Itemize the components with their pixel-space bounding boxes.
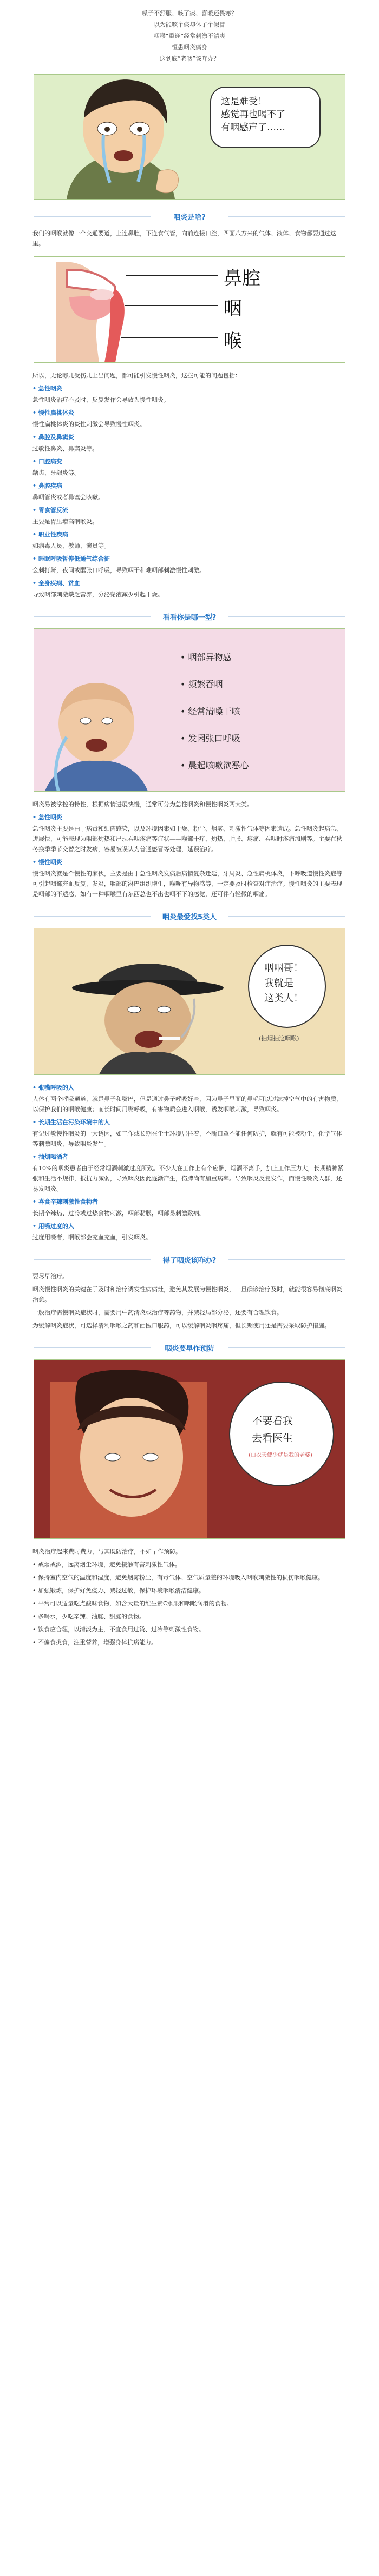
illustration-symptoms <box>34 628 345 792</box>
cause-text: 龋齿、牙龈炎等。 <box>32 469 80 476</box>
prevention-item: • 多喝水，少吃辛辣、油腻、甜腻的食物。 <box>32 1613 145 1620</box>
illustration-note: (抽烟抽这咽喉) <box>259 1035 299 1042</box>
risk-title: • 长期生活在污染环境中的人 <box>32 1119 110 1126</box>
risk-text: 长期辛辣热、过冷或过热食物刺激，咽部黏膜，咽部易刺激致病。 <box>32 1210 205 1217</box>
cause-title: • 全身疾病、贫血 <box>32 580 80 587</box>
anatomy-drawing <box>34 257 345 362</box>
bottom-spacer <box>0 1650 379 1659</box>
speech-line: 我就是 <box>264 978 293 989</box>
risk-title: • 抽烟喝酒者 <box>32 1153 68 1160</box>
prevention-item: • 不偏食挑食，注重营养，增强身体抗病能力。 <box>32 1639 157 1646</box>
risk-groups-text <box>32 1083 347 1243</box>
illustration-crying-man <box>34 74 345 200</box>
symptom-item: • 经常清嗓干咳 <box>180 706 240 716</box>
section-title: 得了咽炎该咋办? <box>34 1254 345 1265</box>
cause-title: • 睡眠呼吸暂停低通气综合征 <box>32 555 110 562</box>
label-larynx: 喉 <box>224 330 242 352</box>
section-title: 咽炎是啥? <box>34 211 345 222</box>
speech-line: 不要看我 <box>252 1415 293 1427</box>
speech-line: 感觉再也喝不了 <box>221 109 285 120</box>
prevention-text <box>32 1546 347 1648</box>
prevention-item: • 戒烟戒酒，远离烟尘环境，避免接触有害刺激性气体。 <box>32 1561 181 1568</box>
speech-line: 有咽感声了…… <box>221 122 285 133</box>
intro-line: 嗓子不舒服、咳了痰、喜暖还畏寒？ <box>142 10 237 17</box>
illustration-smoker <box>34 928 345 1075</box>
cause-text: 鼻咽管炎或者鼻塞会咳嗽。 <box>32 494 104 501</box>
cause-title: • 鼻腔及鼻窦炎 <box>32 434 74 441</box>
risk-title: • 用嗓过度的人 <box>32 1223 74 1230</box>
illustration-note: (白衣天使少就是我的老婆) <box>249 1452 312 1458</box>
section-title: 咽炎要早作预防 <box>34 1343 345 1353</box>
symptom-text: 晨起咳嗽欲恶心 <box>188 760 249 771</box>
intro-line: 咽喉“重逢”经常刺激不清爽 <box>153 32 226 39</box>
cause-title: • 急性咽炎 <box>32 385 62 392</box>
symptom-text: 咽部异物感 <box>188 652 232 662</box>
speech-line: 去看医生 <box>252 1432 293 1444</box>
speech-bubble <box>229 1382 334 1486</box>
cause-text: 急性咽炎治疗不及时、反复发作会导致为慢性咽炎。 <box>32 396 169 403</box>
paragraph: 咽炎易被掌控的特性，根据病情进展快慢，通常可分为急性咽炎和慢性咽炎两大类。 <box>32 801 253 808</box>
prevention-item: • 饮食应合理，以清淡为主，不宜食用过烫、过冷等刺激性食物。 <box>32 1626 205 1633</box>
symptom-item: • 发闲张口呼吸 <box>180 733 240 743</box>
speech-line: 咽咽哥！ <box>264 962 303 974</box>
risk-title: • 张嘴呼吸的人 <box>32 1084 74 1091</box>
cause-title: • 职业性疾病 <box>32 531 68 538</box>
section-paragraph <box>32 228 347 249</box>
cause-title: • 鼻腔疾病 <box>32 482 62 489</box>
paragraph: 为缓解咽炎症状，可选择清利咽喉之药和西医口服药，可以缓解咽炎咽疼痛，但长期使用还是需要采取防护措施。 <box>32 1322 330 1329</box>
label-nasal-cavity: 鼻腔 <box>224 268 260 289</box>
symptom-item: • 晨起咳嗽欲恶心 <box>180 760 249 771</box>
treatment-text <box>32 1271 347 1331</box>
throat-anatomy-diagram <box>34 256 345 363</box>
type-title: • 慢性咽炎 <box>32 859 62 866</box>
symptom-text: 频繁吞咽 <box>188 679 223 689</box>
prevention-item: • 平常可以适量吃点酸味食物，如含大量的维生素C水果和咽喉润滑的食物。 <box>32 1600 233 1607</box>
speech-line: 这类人！ <box>264 993 303 1004</box>
type-text: 慢性咽炎就是个慢性的家伙，主要是由于急性咽炎发病后病情复杂迁延，牙周炎、急性扁桃体炎，下呼吸道慢性炎症等可引起咽部充血反复，发炎，咽部的淋巴组织增生，喉咙有异物感等，一定要及时检查对症治疗。慢性咽炎的主要表现是咽部的不适感，如有一种咽喉里有东西总也不出也咽不下的感觉，还可伴有轻微的咽痛。 <box>32 870 342 898</box>
risk-text: 有记过敏慢性咽炎的一大诱因，如工作或长期在尘土环境居住着，不断口罩不能任何防护，就有可能被粉尘，化学气体等刺激咽炎，导致咽炎发生。 <box>32 1130 342 1147</box>
intro-line: 这到底“老咽”该咋办？ <box>159 55 220 62</box>
intro <box>0 0 379 64</box>
cause-title: • 口腔病变 <box>32 458 62 465</box>
label-pharynx: 咽 <box>224 298 242 320</box>
speech-text <box>221 95 285 134</box>
risk-text: 过度用嗓者，咽喉部会充血充血，引发咽炎。 <box>32 1234 152 1241</box>
cause-text: 过敏性鼻炎、鼻窦炎等。 <box>32 445 98 452</box>
type-title: • 急性咽炎 <box>32 814 62 821</box>
prevention-item: • 保持室内空气的温度和湿度，避免烟雾粉尘，有毒气体、空气质量差的环境吸入咽喉刺激性的损伤咽喉健康。 <box>32 1574 324 1581</box>
cause-title: • 胃食管反流 <box>32 507 68 514</box>
risk-text: 有10%的咽炎患者由于经常烟酒刺激过度所致。不少人在工作上有个应酬，烟酒不离手，加上工作压力大，长期精神紧张和生活不规律，抵抗力减弱，导致咽炎因此逐渐产生，伤脾尚有加重病率。导致咽炎反复发作，而慢性嗓炎人群，还易发咽炎。 <box>32 1165 344 1192</box>
intro-line: 以为能咳个痰却休了个假冒 <box>154 21 225 28</box>
paragraph: 咽炎慢性咽炎的关键在于及时和治疗诱发性病病灶，避免其发展为慢性咽炎，一旦确诊治疗及时，就能很容易彻底咽炎治愈。 <box>32 1286 342 1303</box>
paragraph: 咽炎治疗起来费时费力，与其既防治疗，不如早作预防。 <box>32 1548 181 1555</box>
speech-text <box>252 1412 293 1447</box>
symptom-item: • 频繁吞咽 <box>180 679 223 689</box>
causes-list <box>32 370 347 600</box>
speech-line: 这是难受！ <box>221 96 267 107</box>
speech-text <box>264 961 303 1006</box>
risk-text: 人体有两个呼吸通道，就是鼻子和嘴巴，但是通过鼻子呼吸好些，因为鼻子里面的鼻毛可以过滤掉空气中的有害物质，以保护我们的咽喉健康；而长时间用嘴呼吸，有害物质会进入咽喉，诱发咽喉刺激，导致咽炎。 <box>32 1096 342 1113</box>
intro-line: 恒患咽炎痛身 <box>172 44 207 51</box>
cause-title: • 慢性扁桃体炎 <box>32 409 74 416</box>
paragraph: 我们的咽喉就像一个交通要道，上连鼻腔，下连食气管，向前连接口腔，四面八方来的气体、液体、食物都要通过这里。 <box>32 230 336 247</box>
types-text <box>32 799 347 899</box>
paragraph: 所以，无论哪儿受伤儿上出问题，都可能引发慢性咽炎，这些可能的问题包括： <box>32 372 241 379</box>
type-text: 急性咽炎主要是由于病毒和细菌感染，以及环境因素如干燥、粉尘、烟雾、刺激性气体等因素造成。急性咽炎起病急、进展快，可能表现为咽部灼热和出现吞咽疼痛等症状——喉部干痒、灼热、肿胀、疼痛、吞咽时疼痛加剧等。主要在秋冬换季季节交替之时发病，容易被误认为普通感冒等处理，延误治疗。 <box>32 825 342 853</box>
cause-text: 会刺打鼾，夜间或醒张口呼吸，导致咽干和难咽部刺激慢性刺激。 <box>32 567 205 574</box>
paragraph: 要尽早治疗。 <box>32 1273 68 1280</box>
symptom-text: 发闲张口呼吸 <box>188 733 240 743</box>
illustration-nurse <box>34 1359 345 1539</box>
symptom-item: • 咽部异物感 <box>180 652 232 662</box>
symptom-list <box>180 644 332 779</box>
speech-bubble <box>248 945 326 1028</box>
cause-text: 主要是胃压增高咽喉炎。 <box>32 518 98 525</box>
paragraph: 一般治疗需慢咽炎症状时，需要用中药清炎或治疗等药物，并减轻局部分泌，还要有合理饮食。 <box>32 1309 283 1316</box>
cause-text: 如病毒人员、教师、演员等。 <box>32 542 110 549</box>
cause-text: 慢性扁桃体炎的炎性刺激会导致慢性咽炎。 <box>32 421 146 428</box>
speech-bubble <box>210 87 321 148</box>
symptom-text: 经常清嗓干咳 <box>188 706 240 716</box>
prevention-item: • 加强锻炼，保护好免疫力、减轻过敏，保护环境咽喉清洁健康。 <box>32 1587 205 1594</box>
risk-title: • 喜食辛辣刺激性食物者 <box>32 1198 98 1205</box>
cause-text: 导致咽部刺激缺乏营养，分泌黏液减少引起干燥。 <box>32 591 164 598</box>
section-title: 咽炎最爱找5类人 <box>34 911 345 921</box>
section-title: 看看你是哪一型? <box>34 612 345 622</box>
